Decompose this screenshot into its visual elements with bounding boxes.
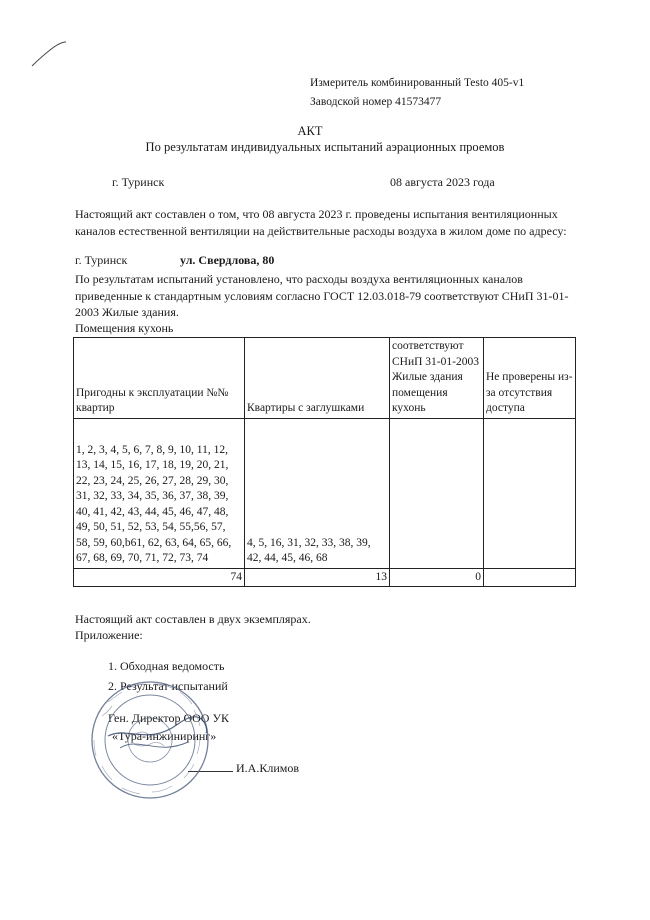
- address-street: ул. Свердлова, 80: [180, 253, 275, 267]
- document-title: АКТ: [297, 124, 323, 138]
- company-stamp-icon: [88, 676, 213, 806]
- results-table: [73, 337, 576, 587]
- cell-plugged-list: 4, 5, 16, 31, 32, 33, 38, 39, 42, 44, 45, 46, 68: [245, 418, 390, 568]
- date: 08 августа 2023 года: [390, 175, 495, 189]
- signer-org: «Тура-инжиниринг»: [112, 729, 217, 743]
- appendix-label: Приложение:: [75, 628, 143, 642]
- signer-name: И.А.Климов: [236, 761, 300, 775]
- document-subtitle: По результатам индивидуальных испытаний аэрационных проемов: [145, 140, 505, 154]
- table-header-row: [74, 338, 576, 419]
- list-item: 2. Результат испытаний: [120, 676, 228, 696]
- table-totals-row: [74, 568, 576, 587]
- instrument-line: Измеритель комбинированный Testo 405-v1: [310, 77, 525, 89]
- copies-note: Настоящий акт составлен в двух экземплярах.: [75, 612, 311, 626]
- city: г. Туринск: [112, 175, 165, 189]
- total-plugged: 13: [245, 568, 390, 587]
- header-not-checked: Не проверены из-за отсутствия доступа: [484, 338, 576, 419]
- intro-paragraph: Настоящий акт составлен о том, что 08 августа 2023 г. проведены испытания вентиляционных каналов естественной вентиляции на действительные расходы воздуха в жилом доме по адресу:: [75, 207, 567, 238]
- result-paragraph: По результатам испытаний установлено, что расходы воздуха вентиляционных каналов приведенные к стандартным условиям согласно ГОСТ 12.03.018-79 соответствуют СНиП 31-01-2003 Жилые здания.: [75, 272, 569, 319]
- address-city: г. Туринск: [75, 253, 128, 267]
- cell-compliant: [390, 418, 484, 568]
- cell-suitable-list: 1, 2, 3, 4, 5, 6, 7, 8, 9, 10, 11, 12, 13, 14, 15, 16, 17, 18, 19, 20, 21, 22, 23, 24, 25, 26, 27, 28, 29, 30, 31, 32, 33, 34, 35, 36, 37, 38, 39, 40, 41, 42, 43, 44, 45, 46, 47, 48, 49, 50, 51, 52, 53, 54, 55,56, 57, 58, 59, 60,b61, 62, 63, 64, 65, 66, 67, 68, 69, 70, 71, 72, 73, 74: [74, 418, 245, 568]
- total-suitable: 74: [74, 568, 245, 587]
- signer-title: Ген. Директор ООО УК: [108, 711, 229, 725]
- header-suitable: Пригодны к эксплуатации №№ квартир: [74, 338, 245, 419]
- section-title: Помещения кухонь: [75, 321, 174, 335]
- table-row: [74, 418, 576, 568]
- list-item: 1. Обходная ведомость: [120, 656, 228, 676]
- pen-mark: [30, 40, 70, 70]
- serial-line: Заводской номер 41573477: [310, 96, 442, 108]
- total-compliant: 0: [390, 568, 484, 587]
- total-not-checked: [484, 568, 576, 587]
- header-plugged: Квартиры с заглушками: [245, 338, 390, 419]
- cell-not-checked: [484, 418, 576, 568]
- header-compliant: соответствуют СНиП 31-01-2003 Жилые здания помещения кухонь: [390, 338, 484, 419]
